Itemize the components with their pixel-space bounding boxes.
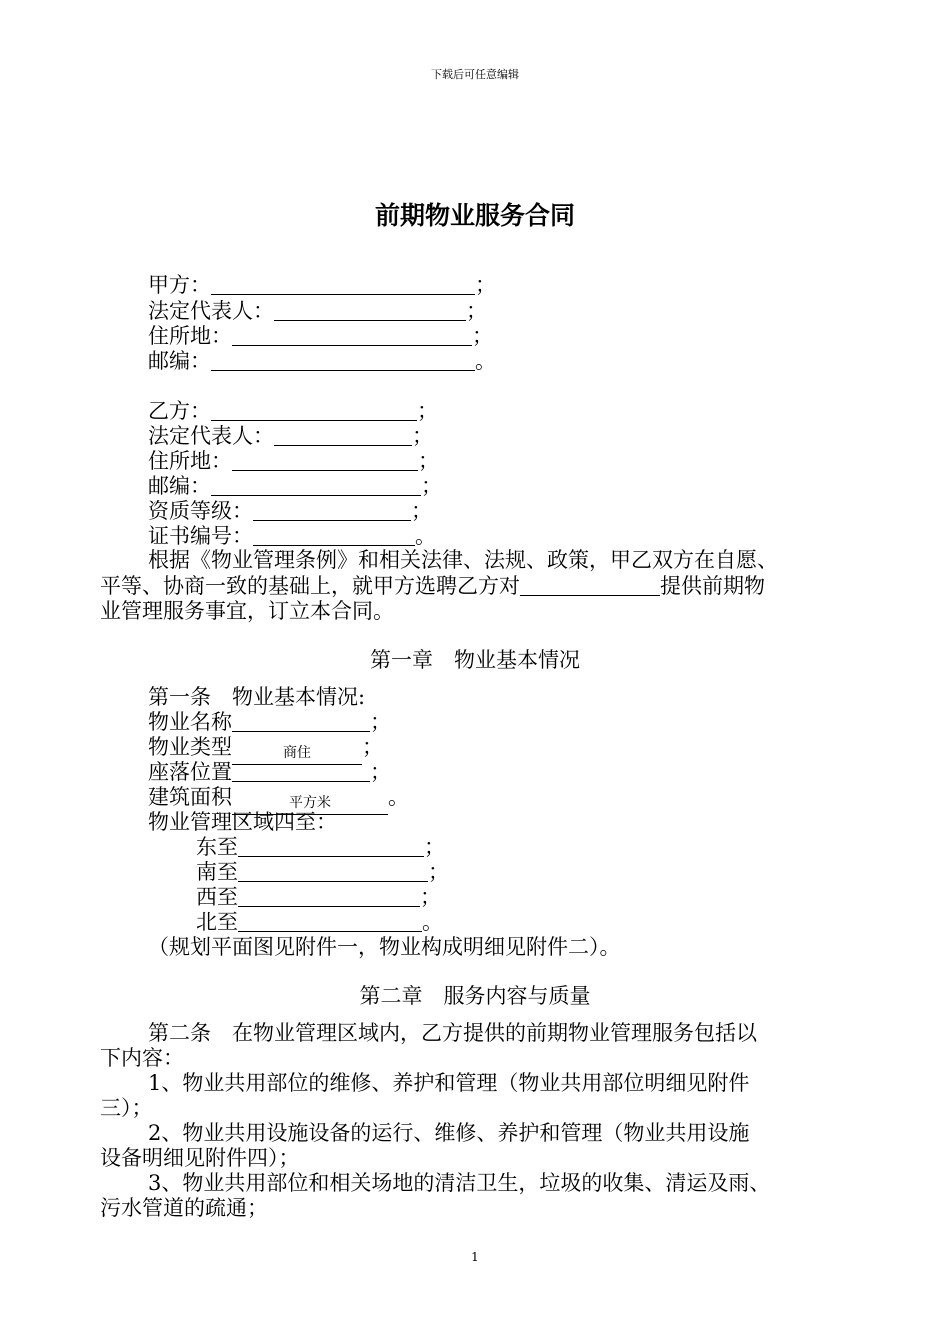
- party-a-rep-line: 法定代表人： ；: [148, 299, 487, 323]
- party-a-addr-blank: [232, 324, 472, 346]
- party-b-post-line: 邮编： ；: [148, 474, 442, 498]
- party-a-post-line: 邮编： 。: [148, 349, 496, 373]
- property-type-value: 商住: [232, 743, 362, 765]
- preamble-line-2: 平等、协商一致的基础上，就甲方选聘乙方对 提供前期物: [100, 574, 765, 598]
- page-title: 前期物业服务合同: [374, 201, 575, 230]
- boundary-west-blank: [238, 885, 420, 907]
- party-a-addr-line: 住所地： ；: [148, 324, 493, 348]
- property-name-blank: [232, 710, 370, 732]
- boundary-south-blank: [238, 860, 428, 882]
- preamble-property-blank: [520, 574, 660, 596]
- boundary-west-line: 西至 ；: [196, 885, 441, 909]
- party-b-addr-blank: [232, 449, 418, 471]
- chapter-1-note: （规划平面图见附件一，物业构成明细见附件二）。: [148, 935, 621, 959]
- header-note: 下载后可任意编辑: [431, 68, 519, 81]
- property-name-line: 物业名称 ；: [148, 710, 391, 734]
- party-b-cert-line: 证书编号： 。: [148, 524, 436, 548]
- property-area-line: 建筑面积 平方米 。: [148, 785, 409, 815]
- property-type-line: 物业类型 商住 ；: [148, 735, 383, 765]
- item-1-line-1: 1、物业共用部位的维修、养护和管理（物业共用部位明细见附件: [148, 1071, 750, 1095]
- boundary-north-blank: [238, 910, 422, 932]
- item-2-line-2: 设备明细见附件四）；: [100, 1146, 300, 1170]
- boundary-south-line: 南至 ；: [196, 860, 449, 884]
- party-a-name-line: 甲方： ；: [148, 273, 496, 297]
- party-b-rep-line: 法定代表人： ；: [148, 424, 433, 448]
- article-2-line-2: 下内容：: [100, 1046, 184, 1070]
- party-a-post-blank: [211, 349, 475, 371]
- party-b-rep-blank: [274, 424, 412, 446]
- party-b-name-blank: [211, 399, 417, 421]
- chapter-1-heading: 第一章 物业基本情况: [370, 648, 580, 672]
- preamble-line-3: 业管理服务事宜，订立本合同。: [100, 599, 394, 623]
- preamble-line-1: 根据《物业管理条例》和相关法律、法规、政策，甲乙双方在自愿、: [148, 548, 778, 572]
- party-a-rep-blank: [274, 299, 466, 321]
- page-number: 1: [471, 1250, 479, 1264]
- item-1-line-2: 三）；: [100, 1096, 153, 1120]
- item-3-line-1: 3、物业共用部位和相关场地的清洁卫生，垃圾的收集、清运及雨、: [148, 1171, 771, 1195]
- item-3-line-2: 污水管道的疏通；: [100, 1196, 268, 1220]
- boundary-east-line: 东至 ；: [196, 835, 445, 859]
- party-b-post-blank: [211, 474, 421, 496]
- property-location-blank: [232, 760, 370, 782]
- article-1-heading: 第一条 物业基本情况:: [148, 685, 366, 709]
- item-2-line-1: 2、物业共用设施设备的运行、维修、养护和管理（物业共用设施: [148, 1121, 750, 1145]
- party-b-name-line: 乙方： ；: [148, 399, 438, 423]
- boundary-north-line: 北至 。: [196, 910, 443, 934]
- party-b-addr-line: 住所地： ；: [148, 449, 439, 473]
- party-b-qual-blank: [253, 499, 411, 521]
- property-area-unit: 平方米: [232, 793, 388, 815]
- property-location-line: 座落位置 ；: [148, 760, 391, 784]
- boundary-heading: 物业管理区域四至：: [148, 810, 337, 834]
- boundary-east-blank: [238, 835, 424, 857]
- party-a-name-blank: [211, 273, 475, 295]
- chapter-2-heading: 第二章 服务内容与质量: [359, 984, 591, 1008]
- party-b-qual-line: 资质等级： ；: [148, 499, 432, 523]
- party-b-cert-blank: [253, 524, 415, 546]
- article-2-line-1: 第二条 在物业管理区域内，乙方提供的前期物业管理服务包括以: [148, 1021, 757, 1045]
